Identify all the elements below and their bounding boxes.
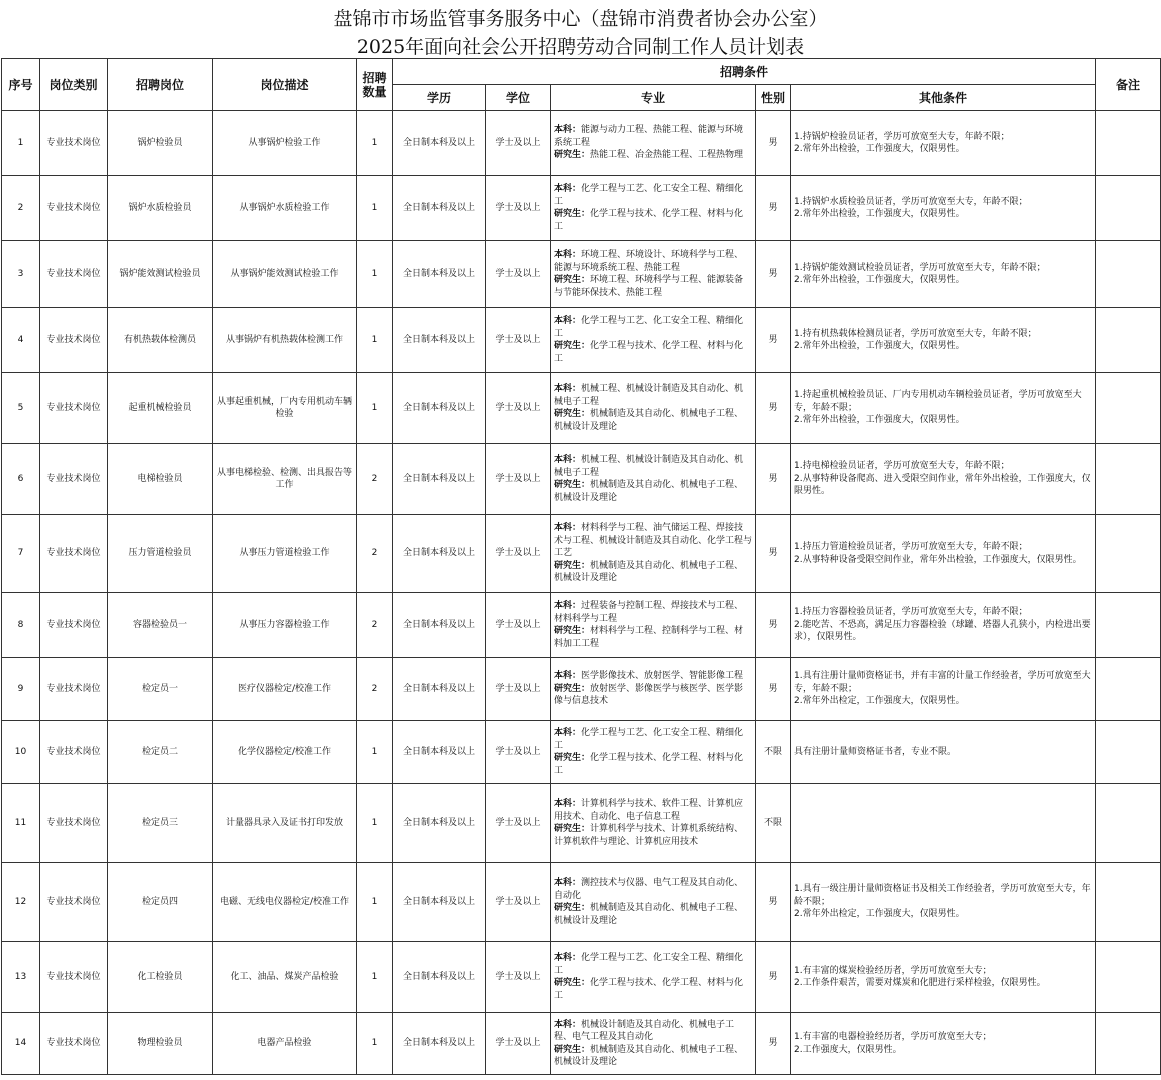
row-major <box>551 1013 756 1075</box>
row-category: 专业技术岗位 <box>40 515 108 593</box>
row-other <box>791 1013 1096 1075</box>
row-position: 锅炉检验员 <box>108 111 213 176</box>
major-undergrad <box>554 454 752 479</box>
row-degree: 学士及以上 <box>486 444 551 515</box>
major-grad-label: 研究生： <box>554 341 591 351</box>
row-gender: 男 <box>756 863 791 942</box>
row-education: 全日制本科及以上 <box>393 942 486 1013</box>
row-gender: 不限 <box>756 784 791 863</box>
major-undergrad-value: 测控技术与仪器、电气工程及其自动化、自动化 <box>554 878 744 901</box>
row-remark <box>1096 515 1161 593</box>
major-grad-label: 研究生： <box>554 903 591 913</box>
row-other <box>791 721 1096 784</box>
row-position: 检定员三 <box>108 784 213 863</box>
table-row <box>2 373 1161 444</box>
row-other <box>791 942 1096 1013</box>
major-grad-value: 机械制造及其自动化、机械电子工程、机械设计及理论 <box>554 480 744 503</box>
row-major <box>551 658 756 721</box>
major-undergrad-label: 本科： <box>554 455 582 465</box>
table-row <box>2 721 1161 784</box>
table-row <box>2 593 1161 658</box>
row-remark <box>1096 373 1161 444</box>
major-grad-label: 研究生： <box>554 409 591 419</box>
row-degree: 学士及以上 <box>486 863 551 942</box>
major-grad-value: 机械制造及其自动化、机械电子工程、机械设计及理论 <box>554 560 744 584</box>
header-description: 岗位描述 <box>213 59 357 111</box>
row-major <box>551 444 756 515</box>
row-major <box>551 863 756 942</box>
row-category: 专业技术岗位 <box>40 658 108 721</box>
row-other <box>791 658 1096 721</box>
row-education: 全日制本科及以上 <box>393 241 486 308</box>
row-degree: 学士及以上 <box>486 593 551 658</box>
row-gender: 男 <box>756 111 791 176</box>
recruitment-plan-table <box>1 58 1161 1075</box>
other-condition-line: 2.从事特种设备爬高、进入受限空间作业，常年外出检验，工作强度大，仅限男性。 <box>794 473 1091 497</box>
row-description: 计量器具录入及证书打印发放 <box>213 784 357 863</box>
row-other <box>791 863 1096 942</box>
row-degree: 学士及以上 <box>486 241 551 308</box>
other-condition-line: 1.持起重机械检验员证、厂内专用机动车辆检验员证者，学历可放宽至大专，年龄不限； <box>794 390 1082 413</box>
major-grad-value: 化学工程与技术、化学工程、材料与化工 <box>554 978 744 1001</box>
row-degree: 学士及以上 <box>486 176 551 241</box>
table-body <box>2 111 1161 1075</box>
row-position: 压力管道检验员 <box>108 515 213 593</box>
major-undergrad <box>554 877 752 902</box>
major-grad-value: 化学工程与技术、化学工程、材料与化工 <box>554 209 744 232</box>
row-major <box>551 241 756 308</box>
row-count: 1 <box>357 241 393 308</box>
row-remark <box>1096 784 1161 863</box>
row-category: 专业技术岗位 <box>40 176 108 241</box>
major-grad-label: 研究生： <box>554 275 591 285</box>
other-condition-line: 1.持锅炉检验员证者，学历可放宽至大专，年龄不限； <box>794 131 1010 142</box>
row-no: 10 <box>2 721 40 784</box>
row-position: 容器检验员一 <box>108 593 213 658</box>
major-undergrad-label: 本科： <box>554 250 582 260</box>
row-no: 4 <box>2 308 40 373</box>
other-condition-line: 2.常年外出检验，工作强度大，仅限男性。 <box>794 209 965 219</box>
row-count: 1 <box>357 308 393 373</box>
major-undergrad-label: 本科： <box>554 125 582 136</box>
major-grad-label: 研究生： <box>554 753 591 763</box>
major-undergrad-label: 本科： <box>554 1019 582 1030</box>
row-education: 全日制本科及以上 <box>393 863 486 942</box>
major-grad <box>554 208 752 233</box>
row-education: 全日制本科及以上 <box>393 373 486 444</box>
table-row <box>2 111 1161 176</box>
row-category: 专业技术岗位 <box>40 373 108 444</box>
row-description: 从事压力容器检验工作 <box>213 593 357 658</box>
row-category: 专业技术岗位 <box>40 593 108 658</box>
other-condition-line: 2.常年外出检定，工作强度大，仅限男性。 <box>794 909 965 920</box>
other-condition-line: 2.常年外出检验，工作强度大，仅限男性。 <box>794 144 965 154</box>
major-undergrad-label: 本科： <box>554 316 582 326</box>
major-undergrad-label: 本科： <box>554 671 582 682</box>
row-position: 检定员二 <box>108 721 213 784</box>
row-no: 8 <box>2 593 40 658</box>
row-no: 11 <box>2 784 40 863</box>
row-position: 检定员一 <box>108 658 213 721</box>
other-condition-line: 2.从事特种设备受限空间作业，常年外出检验，工作强度大，仅限男性。 <box>794 554 1082 565</box>
major-grad-label: 研究生： <box>554 824 591 834</box>
row-other <box>791 176 1096 241</box>
row-degree: 学士及以上 <box>486 515 551 593</box>
row-count: 1 <box>357 1013 393 1075</box>
row-other <box>791 515 1096 593</box>
major-undergrad-label: 本科： <box>554 799 582 809</box>
other-condition-line: 1.有丰富的煤炭检验经历者，学历可放宽至大专； <box>794 965 992 976</box>
row-education: 全日制本科及以上 <box>393 784 486 863</box>
row-category: 专业技术岗位 <box>40 942 108 1013</box>
major-undergrad-value: 化学工程与工艺、化工安全工程、精细化工 <box>554 953 744 976</box>
row-remark <box>1096 721 1161 784</box>
other-condition-line: 1.持压力管道检验员证者，学历可放宽至大专，年龄不限； <box>794 542 1028 552</box>
major-undergrad-value: 能源与动力工程、热能工程、能源与环境系统工程 <box>554 125 744 148</box>
row-count: 1 <box>357 721 393 784</box>
table-row <box>2 784 1161 863</box>
table-row <box>2 176 1161 241</box>
major-grad <box>554 625 752 650</box>
row-degree: 学士及以上 <box>486 308 551 373</box>
major-grad <box>554 340 752 365</box>
other-condition-line: 1.持电梯检验员证者，学历可放宽至大专，年龄不限； <box>794 461 1010 472</box>
major-grad-value: 放射医学、影像医学与核医学、医学影像与信息技术 <box>554 683 744 707</box>
header-remark: 备注 <box>1096 59 1161 111</box>
row-description: 从事锅炉检验工作 <box>213 111 357 176</box>
row-count: 2 <box>357 515 393 593</box>
major-grad-label: 研究生： <box>554 1044 591 1055</box>
row-other <box>791 593 1096 658</box>
row-description: 从事起重机械，厂内专用机动车辆检验 <box>213 373 357 444</box>
major-grad <box>554 149 752 162</box>
major-grad-value: 化学工程与技术、化学工程、材料与化工 <box>554 341 744 364</box>
row-category: 专业技术岗位 <box>40 308 108 373</box>
major-undergrad <box>554 522 752 560</box>
row-other <box>791 111 1096 176</box>
row-description: 从事锅炉能效测试检验工作 <box>213 241 357 308</box>
other-condition-line: 2.常年外出检验，工作强度大，仅限男性。 <box>794 341 965 351</box>
row-remark <box>1096 176 1161 241</box>
row-gender: 男 <box>756 593 791 658</box>
major-grad-value: 材料科学与工程、控制科学与工程、材料加工工程 <box>554 626 744 649</box>
row-count: 1 <box>357 111 393 176</box>
row-no: 5 <box>2 373 40 444</box>
row-no: 1 <box>2 111 40 176</box>
other-condition-line: 1.持有机热载体检测员证者，学历可放宽至大专，年龄不限； <box>794 328 1037 339</box>
major-undergrad <box>554 124 752 149</box>
row-position: 锅炉能效测试检验员 <box>108 241 213 308</box>
major-grad-value: 机械制造及其自动化、机械电子工程、机械设计及理论 <box>554 409 744 432</box>
table-row <box>2 444 1161 515</box>
row-count: 2 <box>357 593 393 658</box>
major-undergrad-label: 本科： <box>554 184 582 194</box>
row-no: 6 <box>2 444 40 515</box>
major-grad <box>554 902 752 927</box>
row-position: 检定员四 <box>108 863 213 942</box>
table-row <box>2 515 1161 593</box>
row-education: 全日制本科及以上 <box>393 1013 486 1075</box>
major-undergrad <box>554 383 752 408</box>
header-major: 专业 <box>551 85 756 111</box>
row-gender: 男 <box>756 241 791 308</box>
major-undergrad-value: 机械工程、机械设计制造及其自动化、机械电子工程 <box>554 384 744 407</box>
row-gender: 不限 <box>756 721 791 784</box>
row-education: 全日制本科及以上 <box>393 111 486 176</box>
row-no: 3 <box>2 241 40 308</box>
row-degree: 学士及以上 <box>486 373 551 444</box>
major-undergrad <box>554 249 752 274</box>
row-no: 13 <box>2 942 40 1013</box>
major-grad <box>554 479 752 504</box>
row-position: 起重机械检验员 <box>108 373 213 444</box>
major-undergrad <box>554 315 752 340</box>
major-grad-label: 研究生： <box>554 626 591 636</box>
other-condition-line: 具有注册计量师资格证书者，专业不限。 <box>794 746 957 757</box>
major-undergrad-value: 化学工程与工艺、化工安全工程、精细化工 <box>554 728 744 751</box>
header-other: 其他条件 <box>791 85 1096 111</box>
row-other <box>791 373 1096 444</box>
row-remark <box>1096 308 1161 373</box>
row-position: 物理检验员 <box>108 1013 213 1075</box>
row-description: 电磁、无线电仪器检定/校准工作 <box>213 863 357 942</box>
major-grad <box>554 1044 752 1069</box>
row-category: 专业技术岗位 <box>40 784 108 863</box>
row-position: 电梯检验员 <box>108 444 213 515</box>
row-count: 2 <box>357 658 393 721</box>
row-remark <box>1096 658 1161 721</box>
row-count: 2 <box>357 444 393 515</box>
row-count: 1 <box>357 176 393 241</box>
major-grad <box>554 752 752 777</box>
major-undergrad-value: 环境工程、环境设计、环境科学与工程、能源与环境系统工程、热能工程 <box>554 250 744 273</box>
major-undergrad <box>554 1019 752 1044</box>
row-gender: 男 <box>756 1013 791 1075</box>
other-condition-line: 1.持锅炉能效测试检验员证者，学历可放宽至大专，年龄不限； <box>794 262 1046 273</box>
row-category: 专业技术岗位 <box>40 1013 108 1075</box>
row-education: 全日制本科及以上 <box>393 593 486 658</box>
other-condition-line: 2.常年外出检验，工作强度大，仅限男性。 <box>794 275 965 285</box>
row-education: 全日制本科及以上 <box>393 658 486 721</box>
major-undergrad <box>554 183 752 208</box>
other-condition-line: 1.持锅炉水质检验员证者，学历可放宽至大专，年龄不限； <box>794 196 1028 207</box>
major-undergrad-value: 材料科学与工程、油气储运工程、焊接技术与工程、机械设计制造及其自动化、化学工程与工艺 <box>554 523 753 559</box>
row-education: 全日制本科及以上 <box>393 515 486 593</box>
row-count: 1 <box>357 373 393 444</box>
header-position: 招聘岗位 <box>108 59 213 111</box>
major-undergrad <box>554 600 752 625</box>
row-description: 从事电梯检验、检测、出具报告等工作 <box>213 444 357 515</box>
major-grad <box>554 977 752 1002</box>
table-row <box>2 863 1161 942</box>
major-grad-label: 研究生： <box>554 683 591 694</box>
row-degree: 学士及以上 <box>486 721 551 784</box>
row-position: 化工检验员 <box>108 942 213 1013</box>
major-grad <box>554 274 752 299</box>
other-condition-line: 1.持压力容器检验员证者，学历可放宽至大专，年龄不限； <box>794 607 1028 618</box>
row-other <box>791 444 1096 515</box>
major-grad <box>554 823 752 848</box>
row-category: 专业技术岗位 <box>40 111 108 176</box>
table-row <box>2 658 1161 721</box>
other-condition-line: 2.常年外出检定，工作强度大，仅限男性。 <box>794 696 965 707</box>
major-undergrad-label: 本科： <box>554 601 582 611</box>
row-remark <box>1096 111 1161 176</box>
row-major <box>551 784 756 863</box>
row-gender: 男 <box>756 176 791 241</box>
header-degree: 学位 <box>486 85 551 111</box>
row-education: 全日制本科及以上 <box>393 444 486 515</box>
major-grad-value: 环境工程、环境科学与工程、能源装备与节能环保技术、热能工程 <box>554 275 744 298</box>
row-major <box>551 942 756 1013</box>
other-condition-line: 2.能吃苦、不恐高，满足压力容器检验（球罐、塔器人孔狭小，内检进出要求），仅限男性。 <box>794 619 1091 643</box>
row-no: 12 <box>2 863 40 942</box>
major-grad-label: 研究生： <box>554 209 591 219</box>
major-grad-value: 化学工程与技术、化学工程、材料与化工 <box>554 753 744 776</box>
header-conditions: 招聘条件 <box>393 59 1096 85</box>
major-undergrad-value: 化学工程与工艺、化工安全工程、精细化工 <box>554 316 744 339</box>
other-condition-line: 2.常年外出检验，工作强度大，仅限男性。 <box>794 415 965 426</box>
row-no: 9 <box>2 658 40 721</box>
row-description: 医疗仪器检定/校准工作 <box>213 658 357 721</box>
row-remark <box>1096 593 1161 658</box>
row-major <box>551 176 756 241</box>
header-count: 招聘数量 <box>357 59 393 111</box>
major-undergrad-label: 本科： <box>554 728 582 738</box>
row-description: 从事压力管道检验工作 <box>213 515 357 593</box>
major-undergrad-value: 过程装备与控制工程、焊接技术与工程、材料科学与工程 <box>554 601 744 624</box>
major-grad-value: 机械制造及其自动化、机械电子工程、机械设计及理论 <box>554 903 744 926</box>
row-major <box>551 373 756 444</box>
major-undergrad <box>554 670 752 683</box>
row-description: 化学仪器检定/校准工作 <box>213 721 357 784</box>
other-condition-line: 2.工作强度大，仅限男性。 <box>794 1044 902 1055</box>
table-row <box>2 241 1161 308</box>
row-education: 全日制本科及以上 <box>393 721 486 784</box>
major-undergrad <box>554 727 752 752</box>
row-no: 7 <box>2 515 40 593</box>
row-remark <box>1096 1013 1161 1075</box>
major-grad-label: 研究生： <box>554 560 591 571</box>
row-other <box>791 308 1096 373</box>
row-major <box>551 593 756 658</box>
header-row-1 <box>2 59 1161 85</box>
other-condition-line: 1.有丰富的电器检验经历者，学历可放宽至大专； <box>794 1032 992 1042</box>
row-degree: 学士及以上 <box>486 784 551 863</box>
row-remark <box>1096 942 1161 1013</box>
row-gender: 男 <box>756 942 791 1013</box>
table-row <box>2 1013 1161 1075</box>
major-undergrad-value: 机械设计制造及其自动化、机械电子工程、电气工程及其自动化 <box>554 1019 735 1042</box>
major-grad-label: 研究生： <box>554 150 591 161</box>
major-undergrad-label: 本科： <box>554 953 582 963</box>
row-gender: 男 <box>756 444 791 515</box>
row-count: 1 <box>357 942 393 1013</box>
row-description: 电器产品检验 <box>213 1013 357 1075</box>
major-undergrad-value: 医学影像技术、放射医学、智能影像工程 <box>581 671 744 682</box>
major-undergrad-label: 本科： <box>554 384 582 394</box>
row-description: 从事锅炉水质检验工作 <box>213 176 357 241</box>
row-gender: 男 <box>756 373 791 444</box>
row-description: 化工、油品、煤炭产品检验 <box>213 942 357 1013</box>
row-category: 专业技术岗位 <box>40 241 108 308</box>
major-undergrad <box>554 798 752 823</box>
major-undergrad-value: 化学工程与工艺、化工安全工程、精细化工 <box>554 184 744 207</box>
header-education: 学历 <box>393 85 486 111</box>
row-major <box>551 721 756 784</box>
title-line-2: 2025年面向社会公开招聘劳动合同制工作人员计划表 <box>356 36 805 58</box>
row-position: 锅炉水质检验员 <box>108 176 213 241</box>
major-undergrad-value: 计算机科学与技术、软件工程、计算机应用技术、自动化、电子信息工程 <box>554 799 744 822</box>
row-remark <box>1096 241 1161 308</box>
row-remark <box>1096 444 1161 515</box>
row-count: 1 <box>357 863 393 942</box>
major-grad <box>554 408 752 433</box>
row-other <box>791 784 1096 863</box>
header-category: 岗位类别 <box>40 59 108 111</box>
row-major <box>551 515 756 593</box>
row-count: 1 <box>357 784 393 863</box>
row-degree: 学士及以上 <box>486 658 551 721</box>
major-grad-label: 研究生： <box>554 978 591 988</box>
row-degree: 学士及以上 <box>486 111 551 176</box>
row-degree: 学士及以上 <box>486 942 551 1013</box>
row-category: 专业技术岗位 <box>40 444 108 515</box>
row-category: 专业技术岗位 <box>40 721 108 784</box>
row-major <box>551 308 756 373</box>
other-condition-line: 1.具有注册计量师资格证书，并有丰富的计量工作经验者，学历可放宽至大专，年龄不限； <box>794 671 1091 694</box>
major-grad-value: 热能工程、冶金热能工程、工程热物理 <box>590 150 744 161</box>
major-undergrad-label: 本科： <box>554 878 582 888</box>
row-other <box>791 241 1096 308</box>
major-grad <box>554 683 752 708</box>
row-education: 全日制本科及以上 <box>393 308 486 373</box>
row-gender: 男 <box>756 658 791 721</box>
header-no: 序号 <box>2 59 40 111</box>
row-degree: 学士及以上 <box>486 1013 551 1075</box>
major-undergrad-label: 本科： <box>554 523 582 534</box>
row-remark <box>1096 863 1161 942</box>
row-gender: 男 <box>756 515 791 593</box>
major-undergrad-value: 机械工程、机械设计制造及其自动化、机械电子工程 <box>554 455 744 478</box>
major-grad-value: 机械制造及其自动化、机械电子工程、机械设计及理论 <box>554 1044 744 1067</box>
row-description: 从事锅炉有机热载体检测工作 <box>213 308 357 373</box>
major-grad <box>554 560 752 585</box>
major-undergrad <box>554 952 752 977</box>
row-no: 2 <box>2 176 40 241</box>
row-education: 全日制本科及以上 <box>393 176 486 241</box>
row-position: 有机热载体检测员 <box>108 308 213 373</box>
title-line-1: 盘锦市市场监管事务服务中心（盘锦市消费者协会办公室） <box>333 8 828 30</box>
row-major <box>551 111 756 176</box>
table-row <box>2 942 1161 1013</box>
row-gender: 男 <box>756 308 791 373</box>
major-grad-value: 计算机科学与技术、计算机系统结构、计算机软件与理论、计算机应用技术 <box>554 824 744 847</box>
major-grad-label: 研究生： <box>554 480 591 490</box>
other-condition-line: 2.工作条件艰苦，需要对煤炭和化肥进行采样检验，仅限男性。 <box>794 978 1046 988</box>
other-condition-line: 1.具有一级注册计量师资格证书及相关工作经验者，学历可放宽至大专，年龄不限； <box>794 884 1091 907</box>
document-title <box>0 0 1161 58</box>
row-category: 专业技术岗位 <box>40 863 108 942</box>
table-row <box>2 308 1161 373</box>
header-gender: 性别 <box>756 85 791 111</box>
row-no: 14 <box>2 1013 40 1075</box>
